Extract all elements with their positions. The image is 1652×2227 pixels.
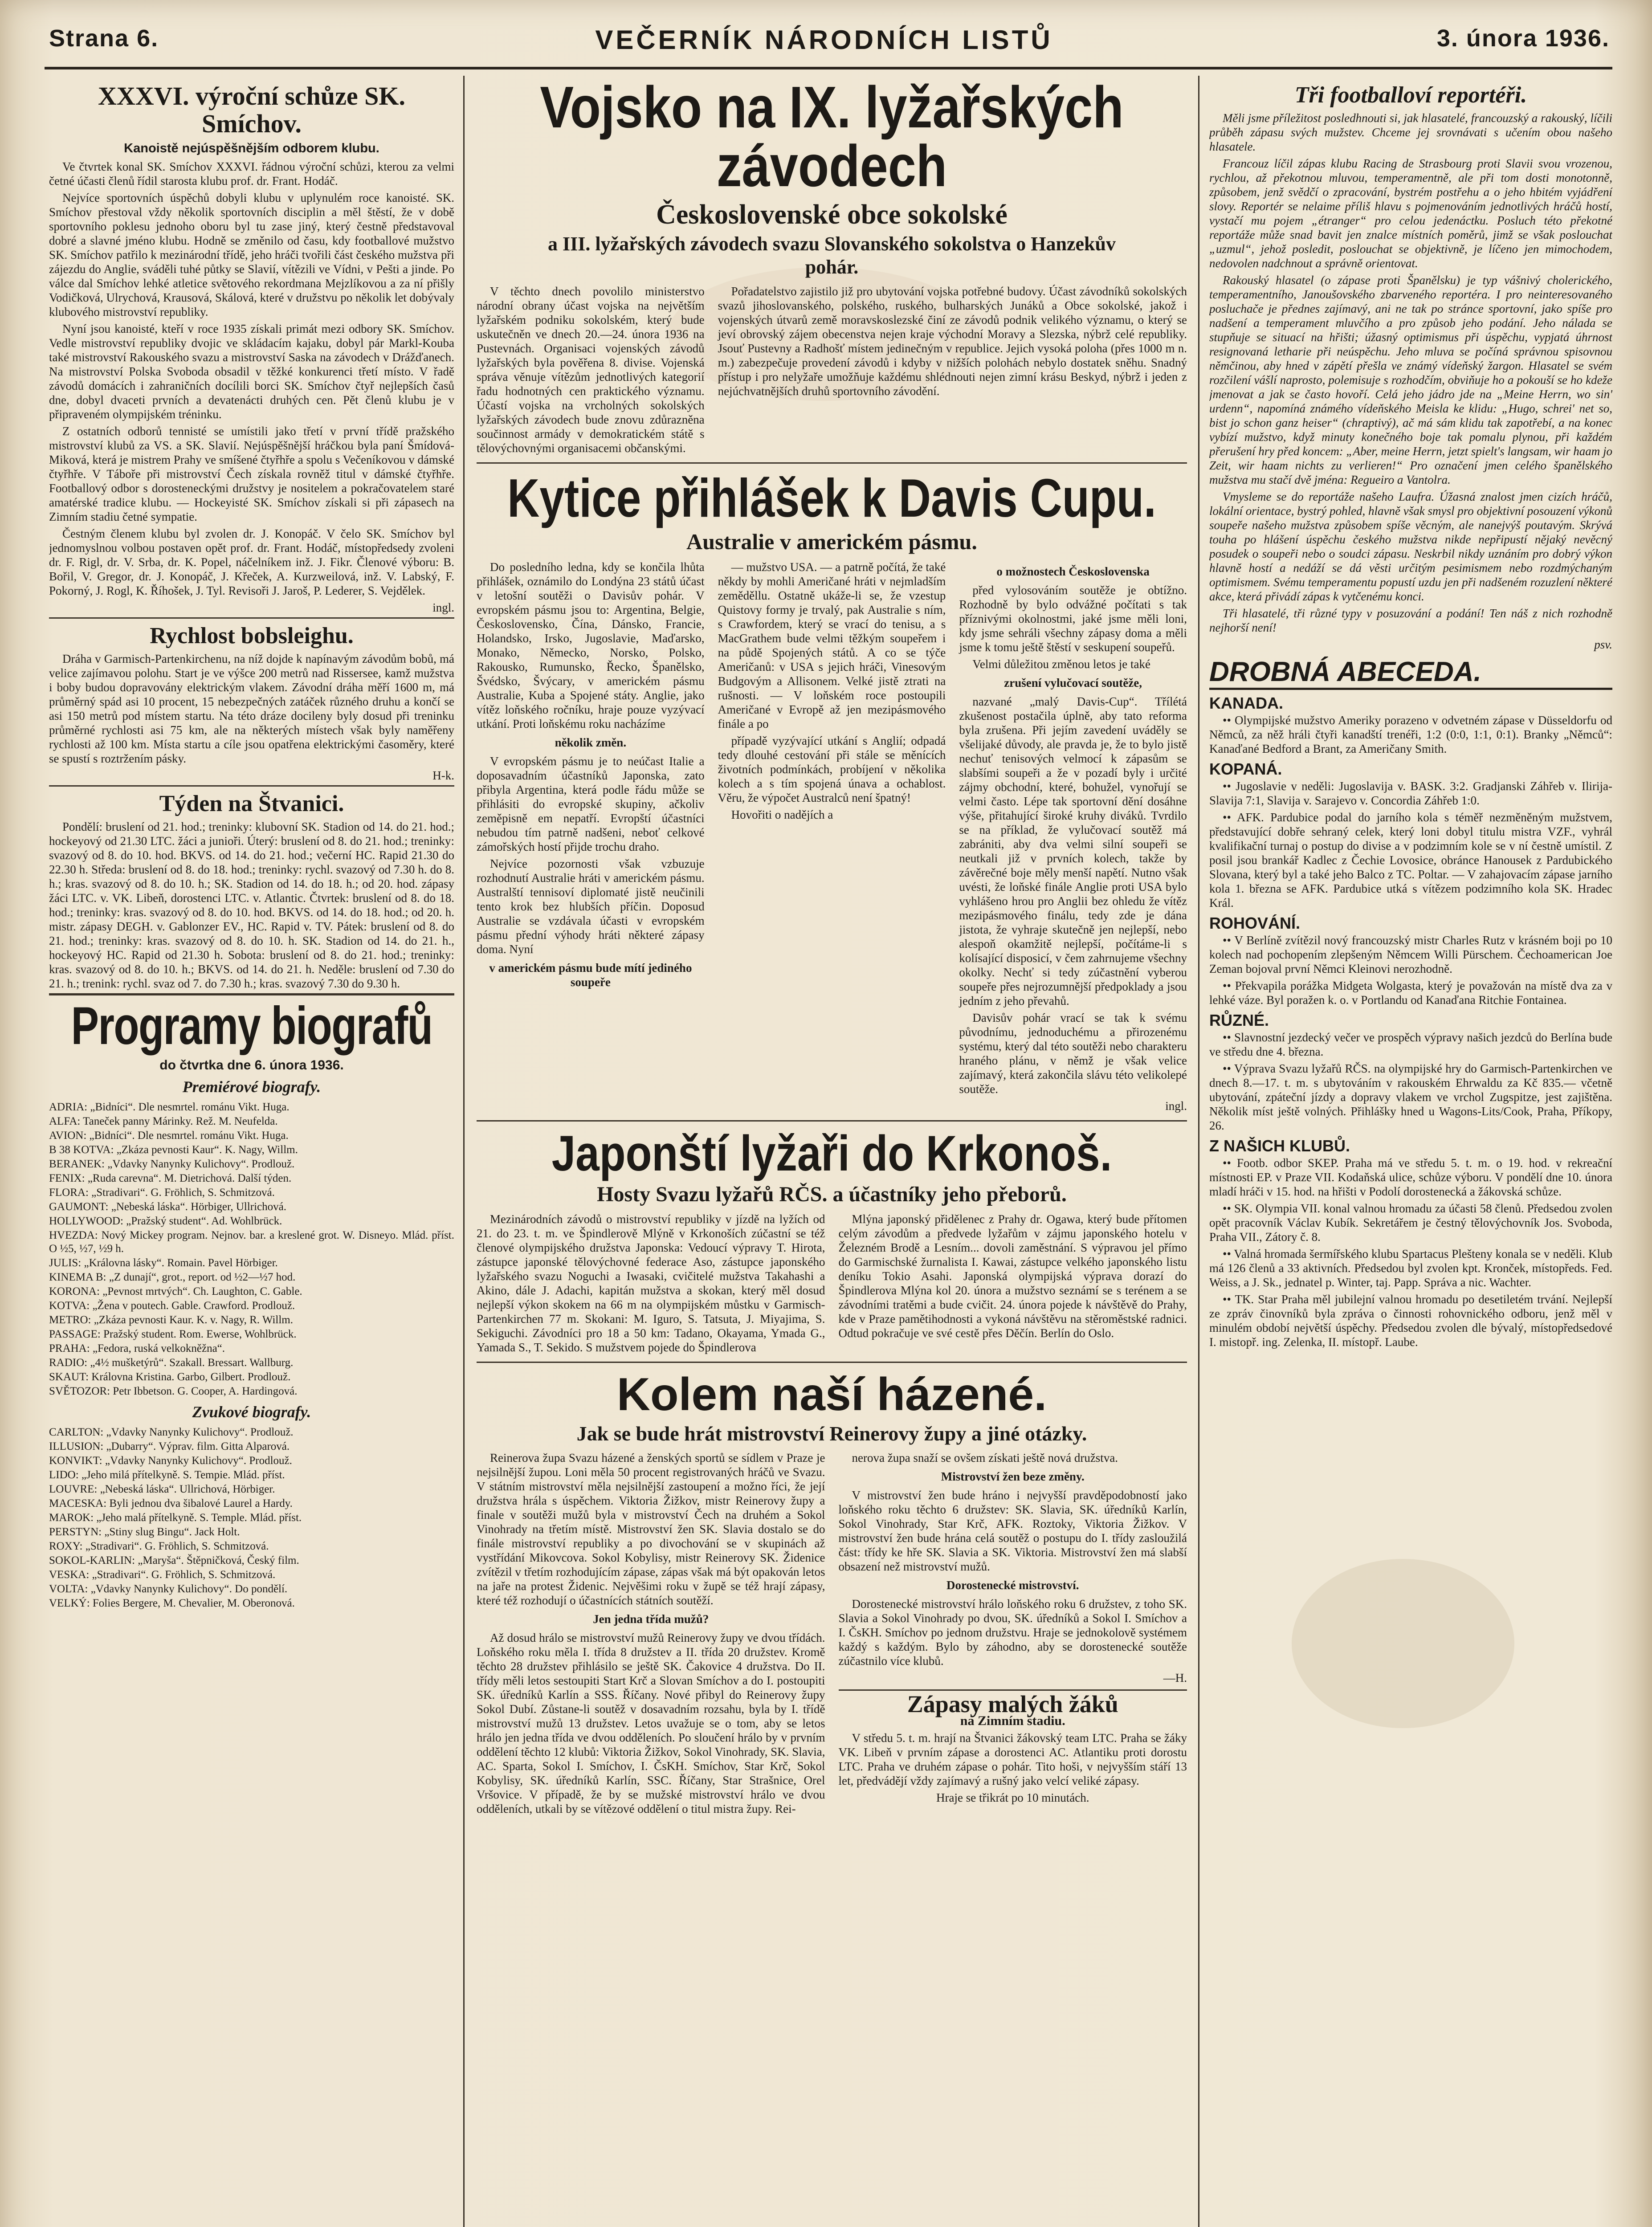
article-subtitle: Australie v americkém pásmu. — [686, 529, 977, 554]
paragraph: •• Překvapila porážka Midgeta Wolgasta, který je považován na místě dva za v lehké váze. Byl poražen k. o. v Portlandu od Kanaďana Ritchie Fontainea. — [1209, 979, 1612, 1007]
cinema-list — [49, 1426, 454, 1610]
paragraph: •• SK. Olympia VII. konal valnou hromadu za účasti 58 členů. Předsedou zvolen opět pracovník Václav Kubík. Sekretářem je čestný tělovýchovník Jos. Svoboda, Praha VII., Zátory č. 8. — [1209, 1202, 1612, 1244]
paragraph: Vmysleme se do reportáže našeho Laufra. Úžasná znalost jmen cizích hráčů, lokální orientace, bystrý pohled, hlavně však smysl pro objektivní posouzení výkonů soupeře našeho mužstva způsobem spíše věcným, ale nanejvýš poutavým. Skrývá touha po hlášení úspěchu českého mužstva nikde nepřipustí nějaký nevěcný posudek o soupeři nebo o soudci zápasu. Neskrbil nikdy uznáním pro dobrý výkon hlavně hostí a nedáží se dá věsti určitým pesimismem nebo rozdmýchaným optimismem. Svému temperamentu popustí uzdu jen při nadšeném rozuzlení některé akce, která přivádí zápas k vytčenému konci. — [1209, 490, 1612, 603]
section-rule — [49, 617, 454, 619]
cinema-listing: BERANEK: „Vdavky Nanynky Kulichovy“. Prodlouž. — [49, 1158, 295, 1170]
article-subtitle: Kanoistě nejúspěšnějším odborem klubu. — [124, 141, 379, 155]
paragraph: •• Footb. odbor SKEP. Praha má ve středu 5. t. m. o 19. hod. v rekreační místnosti EP. v Praze VII. Kodaňská ulice, schůze výboru. V pondělí dne 10. února mladí hráči v 15. hod. na hřišti v Podolí dorostenecká a žákovská schůze. — [1209, 1156, 1612, 1198]
article-title: Kolem naší házené. — [616, 1369, 1047, 1420]
cinema-listing: MAROK: „Jeho malá přítelkyně. S. Temple. Mlád. příst. — [49, 1512, 302, 1524]
paragraph: Velmi důležitou změnou letos je také — [972, 657, 1150, 671]
cinema-listing: HVEZDA: Nový Mickey program. Nejnov. bar. a kreslené grot. W. Disneyo. Mlád. příst. O ½5, ½7, ½9 h. — [49, 1229, 454, 1255]
cinema-listing: JULIS: „Královna lásky“. Romain. Pavel Hörbiger. — [49, 1257, 278, 1269]
cinema-listing: VELKÝ: Folies Bergere, M. Chevalier, M. Oberonová. — [49, 1597, 295, 1609]
paragraph: nerova župa snaží se ovšem získati ještě nová družstva. — [852, 1451, 1118, 1464]
article-subtitle: na Zimním stadiu. — [960, 1713, 1065, 1728]
inline-heading: o možnostech Československa — [996, 565, 1150, 578]
paragraph: Z ostatních odborů tennisté se umístili jako třetí v první třídě pražského mistrovství klubů za VS. a SK. Slavií. Nejúspěšnější hráčkou byla paní Šmídová-Miková, která je mistrem Prahy ve smíšené čtyřhře a spolu s Večeníkovou v dámské čtyřhře. V Táboře při mistrovství Čech získala rovněž titul v dámské čtyřhře. Footballový odbor s dorosteneckými družstvy je nositelem a pokračovatelem staré amatérské tradice klubu. — Hockeyisté SK. Smíchov získali si při zápasech na Zimním stadiu četné sympatie. — [49, 424, 454, 523]
paragraph: Dráha v Garmisch-Partenkirchenu, na níž dojde k napínavým závodům bobů, má velice zajímavou polohu. Start je ve výšce 200 metrů nad Rissersee, kamž mužstva i boby budou dopravovány elektrickým vlakem. Závodní dráha měří 1600 m, má průměrný spád asi 10 procent, 15 nebezpečných zatáček různého druhu a končí se asi 150 metrů pod místem startu. Na této dráze docileny byly dosud při treninku průměrné rychlosti asi 75 km, ale na některých místech však byly naměřeny rychlosti až 100 km. Místa startu a cíle jsou opatřena elektrickými časoměry, které se spustí s roztržením pásky. — [49, 652, 454, 765]
cinema-listing: VOLTA: „Vdavky Nanynky Kulichovy“. Do pondělí. — [49, 1583, 288, 1595]
paragraph: Nyní jsou kanoisté, kteří v roce 1935 získali primát mezi odbory SK. Smíchov. Vedle mistrovství republiky dvojic ve skládacím kajaku, dobyl pár Markl-Kouba také mistrovství Rakouského svazu a mistrovství Saska na závodech v Drážďanech. Na mistrovství Polska Svoboda obsadil v těžké konkurenci třetí místo. V řadě závodů domácích i zahraničních docílili borci SK. Smíchov čtyř nejlepších časů dne, dobyl dvaceti prvních a devatenácti druhých cen. Pět členů klubu je v připraveném olympijském tréninku. — [49, 322, 454, 421]
cinema-listing: GAUMONT: „Nebeská láska“. Hörbiger, Ullrichová. — [49, 1201, 287, 1213]
cinema-listing: ILLUSION: „Dubarry“. Výprav. film. Gitta Alparová. — [49, 1440, 290, 1452]
header-rule — [45, 67, 1612, 69]
cinema-listing: ALFA: Taneček panny Márinky. Rež. M. Neufelda. — [49, 1115, 278, 1127]
cinema-listing: MACESKA: Byli jednou dva šibalové Laurel a Hardy. — [49, 1497, 293, 1509]
section-rule — [49, 785, 454, 787]
article-title: Tři footballoví reportéři. — [1294, 82, 1527, 108]
paragraph: •• V Berlíně zvítězil nový francouzský mistr Charles Rutz v krásném boji po 10 kolech nad pochopením zlepšeným Němcem Willi Pürschem. Čechoamerican Joe Zeman bojoval první Němci Kleinovi nerozhodně. — [1209, 934, 1612, 975]
page-number: Strana 6. — [49, 25, 159, 52]
paragraph: •• Slavnostní jezdecký večer ve prospěch výpravy našich jezdců do Berlína bude ve středu dne 4. března. — [1209, 1031, 1612, 1058]
inline-heading: v americkém pásmu bude mítí jediného soupeře — [489, 961, 692, 989]
author-signature: ingl. — [1165, 1099, 1187, 1113]
cinema-listing: AVION: „Bidníci“. Dle nesmrtel. románu Vikt. Huga. — [49, 1130, 289, 1142]
cinema-listing: SOKOL-KARLIN: „Maryša“. Štěpničková, Český film. — [49, 1554, 299, 1566]
paragraph: •• Výprava Svazu lyžařů RČS. na olympijské hry do Garmisch-Partenkirchen ve dnech 8.—17. t. m. s ubytováním v rakouském Ehrwaldu za Kč 835.— včetně ubytování, zpáteční jízdy a dopravy vlakem ve vrchol Zugspitze, jest zajištěna. Několik míst ještě volných. Přihlášky hned u Wagons-Lits/Cook, Praha, Příkopy, 26. — [1209, 1062, 1612, 1132]
paragraph: Dorostenecké mistrovství hrálo loňského roku 6 družstev, z toho SK. Slavia a Sokol Vinohrady po dvou, SK. úředníků a Sokol I. Smíchov a I. ČsKH. Smíchov po jednom družstvu. Hraje se jednokolově systémem každý s každým. Bylo by záhodno, aby se dorostenecké soutěže zúčastnilo více klubů. — [838, 1597, 1187, 1668]
column-divider — [1198, 76, 1199, 2227]
author-signature: H-k. — [432, 769, 454, 782]
paragraph: Francouz líčil zápas klubu Racing de Strasbourg proti Slavii svou vrozenou, rychlou, až překotnou mluvou, temperamentně, ale při tom dosti monotonně, způsobem, jenž svědčí o zpracování, bystrém postřehu a o jeho hbitém vyjádření slovy. Reportér se nelaime příliš hlavu s pojmenováním jednotlivých hráčů hostí, vystačí mu pojem „étranger“ pro celou jedenáctku. Posluch této překotné reportáže může snad bavit jen znalce místních poměrů, jimž se však poslouchat „uzmul“, jehož posledit, poslouchat se objektivně, je líčeno jen mimochodem, nedovolen nadchnout a správně orientovat. — [1209, 157, 1612, 270]
category-heading: KOPANÁ. — [1209, 760, 1282, 778]
paragraph: Rakouský hlasatel (o zápase proti Španělsku) je typ vášnivý cholerického, temperamentního, Janoušovského zbarveného reportéra. I pro neinteresovaného posluchače je přednes zajímavý, ani ne tak po stránce sportovní, jako spíše pro nadšení a temperament mluvčího a pro způsob jeho podání. Jeho nálada se stupňuje se situací na hřišti; úžasný optimismus při úspěchu, vypjatá úhrnost resignovaná letharie při neúspěchu. Jeho mluva se počíná správnou spisovnou němčinou, aby hned v zápětí přešla ve známý vídeňský žargon. Hlasatel se svém rozčilení vášlí naprosto, polemisuje s rozhodčím, obviňuje ho a pokouší se ho kdeže jmenovat a jak se často hovoří. Celá jeho jádro jde na „Meine Herrn, wo sin' urdenn“, napomíná známého vídeňského Meisla ke klidu: „Hugo, schrei' net so, bist jo schon ganz heiser“ (chraptivý), ač má sám klidu tak zapotřebí, a na konec vybízí mužstvo, když minuty konečného boje tak pomalu plynou, při každém přerušení hry před koncem: „Aber, meine Herrn, jetzt spielt's langsam, wir haam jo Zeit, wir haam nichts zu verlieren!“ Pro označení jmen celého španělského mužstva mu stačí dvě jména: Regueiro a Vantolra. — [1209, 273, 1612, 486]
article-subtitle: Československé obce sokolské — [656, 200, 1008, 230]
inline-heading: Mistrovství žen beze změny. — [941, 1470, 1085, 1483]
author-signature: ingl. — [432, 601, 454, 614]
paragraph: V mistrovství žen bude hráno i nejvyšší pravděpodobností jako loňského roku těchto 6 družstev: SK. Slavia, SK. úředníků Karlín, Sokol Vinohrady, Star Krč, AFK. Roztoky, Viktoria Žižkov. V mistrovství žen bude hrána celá soutěž o postupu do I. třídy zasloužilá část: třídy ke hře SK. Slavia a SK. Viktoria. Mistrovství žen má slabší obsazení než mistrovství mužů. — [838, 1489, 1187, 1573]
paragraph: Davisův pohár vrací se tak k svému původnímu, jednoduchému a přirozenému systému, který dal této soutěži nebo charakteru hraného plánu, v němž je však velice zajímavý, která zakončila slávu této velikolepé soutěže. — [959, 1011, 1187, 1096]
cinema-listing: SVĚTOZOR: Petr Ibbetson. G. Cooper, A. Hardingová. — [49, 1385, 298, 1397]
cinema-listing: PRAHA: „Fedora, ruská velkokněžna“. — [49, 1342, 225, 1354]
paragraph: •• Valná hromada šermířského klubu Spartacus Plešteny konala se v neděli. Klub má 126 členů a 33 aktivních. Předsedou byl zvolen kpt. Kronček, místopředs. Fed. Weiss, a J. Sk., jednatel p. Winter, taj. Papp. Správa a nic. Wachter. — [1209, 1247, 1612, 1289]
paragraph: •• Olympijské mužstvo Ameriky porazeno v odvetném zápase v Düsseldorfu od Němců, za něž hráli čtyři kanadští trenéři, 1:2 (0:0, 1:1, 0:1). Branky „Němců“: Kanaďané Bedford a Brant, za Američany Smith. — [1209, 714, 1612, 755]
inline-heading: několik změn. — [555, 736, 627, 749]
paragraph: — mužstvo USA. — a patrně počítá, že také někdy by mohli Američané hráti v nejmladším zeměděllu. Ostatně ukáže-li se, že vzestup Quistovy formy je trvalý, pak Australie s ním, s Crawfordem, který se vrací do tenisu, a s MacGrathem bude velmi těžkým soupeřem i na půdě Spojených států. A co se týče Američanů: v USA s jejich hráči, Vinesovým Budgovým a Allisonem. Velké jistě ztrati na rušnosti. — V loňském roce postoupili Američané v Evropě až jen mezipásmového finále a po — [718, 560, 946, 730]
article-title: Kytice přihlášek k Davis Cupu. — [507, 468, 1156, 528]
cinema-listing: FLORA: „Stradivari“. G. Fröhlich, S. Schmitzová. — [49, 1187, 275, 1199]
masthead: VEČERNÍK NÁRODNÍCH LISTŮ — [595, 25, 1053, 55]
cinema-listing: RADIO: „4½ mušketýrů“. Szakall. Bressart. Wallburg. — [49, 1357, 294, 1369]
cinema-list — [49, 1101, 454, 1398]
inline-heading: Jen jedna třída mužů? — [593, 1612, 709, 1626]
cinema-listing: KORONA: „Pevnost mrtvých“. Ch. Laughton, C. Gable. — [49, 1285, 302, 1297]
cinema-listing: CARLTON: „Vdavky Nanynky Kulichovy“. Prodlouž. — [49, 1426, 294, 1438]
inline-heading: zrušení vylučovací soutěže, — [1004, 676, 1142, 689]
paragraph: Hovořiti o nadějích a — [731, 808, 833, 821]
paragraph: Do posledního ledna, kdy se končila lhůta přihlášek, oznámilo do Londýna 23 států účast v letošní soutěži o Davisův pohár. V evropském pásmu jsou to: Argentina, Belgie, Československo, Čína, Dánsko, Francie, Holandsko, Irsko, Jugoslavie, Maďarsko, Monako, Německo, Norsko, Polsko, Rakousko, Rumunsko, Řecko, Španělsko, Švédsko, Švýcary, v americkém pásmu Australie, Kuba a Spojené státy. Anglie, jako vítěz loňského ročníku, hraje pouze vyzývací utkání. Proti loňskému roku nacházíme — [477, 560, 705, 730]
section-rule — [839, 1689, 1187, 1691]
category-heading: KANADA. — [1209, 694, 1283, 712]
paragraph: Tři hlasatelé, tři různé typy v posuzování a podání! Ten náš z nich rozhodně nejhorší není! — [1209, 607, 1612, 634]
paragraph: Pondělí: bruslení od 21. hod.; treninky: klubovní SK. Stadion od 14. do 21. hod.; hockeyový od 21.30 LTC. žáci a junioři. Úterý: bruslení od 8. do 21. hod.; treninky: svazový od 8. do 10. hod. BKVS. od 14. do 21. hod.; večerní HC. Rapid 21.30 do 22.30 h. Středa: bruslení od 8. do 18. hod.; treninky: rychl. svazový od 7.30 h. do 8. h.; kras. svazový od 8. do 10. h.; SK. Stadion od 14. do 18. h.; od 20. hod. zápasy žáci LTC. v. VK. Libeň, dorostenci LTC. v. Atlantic. Čtvrtek: bruslení od 8. do 18. hod.; treninky: kras. svazový od 8. do 10. hod. BKVS. od 14. do 18. hod.; od 20. h. mistr. zápasy DEGH. v. Gablonzer EV., HC. Rapid v. TV. Pátek: bruslení od 8. do 21. hod.; treninky: kras. svazový od 8. do 10. h. SK. Stadion od 14. do 21. h., hockeyový HC. Rapid od 21.30 h. Sobota: bruslení od 8. do 21. hod.; treninky: kras. svazový od 8. do 10. h.; BKVS. od 14. do 21. h. Neděle: bruslení od 7.30 do 21. h.; trenink: rychl. svaz od 7. do 7.30 h.; kras. svazový 7.30 do 9.30 h. — [49, 820, 454, 990]
paragraph: Nejvíce pozornosti však vzbuzuje rozhodnutí Australie hráti v americkém pásmu. Australští tennisoví diplomaté jistě neučinili tento krok bez hlubších příčin. Doposud Australie se vzdávala účasti v evropském pásmu přední výhody hráti některé zápasy doma. Nyní — [477, 857, 705, 956]
center-column — [477, 78, 1187, 2227]
cinema-listing: KONVIKT: „Vdavky Nanynky Kulichovy“. Prodlouž. — [49, 1455, 292, 1467]
cinema-programs-date: do čtvrtka dne 6. února 1936. — [159, 1058, 344, 1073]
paragraph: V středu 5. t. m. hrají na Štvanici žákovský team LTC. Praha se žáky VK. Libeň v prvním zápase a dorostenci AC. Atlantiku proti dorostu LTC. Praha ve druhém zápase o pohár. Tito hoši, v nejvyšším stáří 13 let, předvádějí vždy zajímavý a rušný jako velcí veliké zápasy. — [838, 1731, 1187, 1787]
cinema-listing: KINEMA B: „Z dunají“, grot., report. od ½2—½7 hod. — [49, 1271, 296, 1283]
cinema-listing: B 38 KOTVA: „Zkáza pevnosti Kaur“. K. Nagy, Willm. — [49, 1144, 298, 1156]
cinema-section-title: Premiérové biografy. — [182, 1078, 321, 1096]
paragraph: nazvané „malý Davis-Cup“. Třílétá zkušenost postačila úplně, aby tato reforma byla zrušena. Při jejím zavedení uváděly se všelijaké důvody, ale pravda je, že to bylo jistě nechuť tenisových velmocí k zápasům se slabšími soupeři a že v pozadí byly i určité zájmy obchodní, které, bohužel, vynořují se velmi často. Lépe tak sportovní dění dosáhne výše, přitahující široké kruhy diváků. Tvrdilo se na příklad, že vylučovací soutěž má zabrániti, aby dva velmi silní soupeři se neutkali již v prvních kolech, takže by závěrečné boje měly menší napětí. Nutno však uvésti, že loňské finále Anglie proti USA bylo vyhlášeno hrou pro Anglii bez ohledu že vítěz mezipásmového finálu, tedy zde je dána jistota, že vyhraje skutečně jen nejlepší, nebo alespoň okamžitě nejlepší, počítáme-li s kolísající disposicí, v čem zahrnujeme všechny okolky. Nechť si tedy zúčastnění vyberou soupeře přes nejrozumnější předpoklady a jsou jedním z jeho převahů. — [959, 695, 1187, 1007]
article-title: Rychlost bobsleighu. — [150, 623, 354, 649]
cinema-listing: PASSAGE: Pražský student. Rom. Ewerse, Wohlbrück. — [49, 1328, 297, 1340]
cinema-listing: LIDO: „Jeho milá přítelkyně. S. Tempie. Mlád. příst. — [49, 1469, 285, 1481]
paragraph: Mezinárodních závodů o mistrovství republiky v jízdě na lyžích od 21. do 23. t. m. ve Špindlerově Mlýně v Krkonoších zúčastní se též členové olympijského družstva Japonska: Vedoucí výpravy T. Hirota, zástupce japonské tělovýchovné federace Aso, zástupce japonského lyžařského svazu Noguchi a Iwasaki, cvičitelé mužstva Takahashi a Akino, dále J. Adachi, kapitán mužstva a skokan, který měl dosud nejlepší výkon skokem na 66 m na olympijském můstku v Garmisch-Partenkirchen 77 m. Skokani: M. Iguro, S. Tatsuta, J. Miyajima, S. Sekiguchi. Závodníci pro 18 a 50 km: Tadano, Okayama, Ymada G., Yamada S., T. Sekido. S mužstvem pojede do Špindlerova — [477, 1212, 825, 1354]
category-heading: RŮZNÉ. — [1209, 1011, 1269, 1029]
paragraph: Až dosud hrálo se mistrovství mužů Reinerovy župy ve dvou třídách. Loňského roku měla I. třída 8 družstev a II. třída 20 družstev. Kromě těchto 28 družstev přihlásilo se ještě SK. Čakovice 4 družstva. Do II. třídy měli letos sestoupiti Start Krč a Slovan Smíchov a do I. postoupiti SK. úředníků Karlín a SSS. Říčany. Nové přibyl do Reinerovy župy Sokol Dubí. Zůstane-li soutěž v dosavadním rozsahu, byla by I. třídě mistrovství mužů 13 družstev. Letos uvažuje se o tom, aby se letos hrálo jen jedna třída ve dvou odděleních. Po sloučení hrálo by v prvním oddělení těchto 12 klubů: Viktoria Žižkov, Sokol Vinohrady, SK. Slavia, AC. Sparta, Sokol I. Smíchov, I. ČsKH. Smíchov, Star Krč, Sokol Kobylisy, SK. úředníků Karlín, SSC. Říčany, Star Strašnice, Orel Vršovice. V případě, že by se mužské mistrovství hrálo ve dvou odděleních, utkali by se vítězové oddělení o titul mistra župy. Rei- — [477, 1631, 825, 1815]
right-column — [1209, 78, 1612, 2227]
cinema-listing: ADRIA: „Bidníci“. Dle nesmrtel. románu Vikt. Huga. — [49, 1101, 290, 1113]
article-title: Zápasy malých žáků — [907, 1691, 1118, 1717]
article-subtitle: Jak se bude hrát mistrovství Reinerovy župy a jiné otázky. — [576, 1422, 1087, 1445]
paragraph: Mlýna japonský přidělenec z Prahy dr. Ogawa, který bude přítomen celým závodům a předvede lyžařům v zájmu japonského hotelu v Železném Brodě a Lesním... dovoli zaměstnání. S výpravou jel přímo do Garmischské žurnalista I. Kawai, zástupce velkého japonského listu deníku Tokio Asahi. Japonská olympijská výprava dorazí do Špindlerova Mlýna kol 20. února a mužstvo seznámí se s terénem a se závodními tratěmi a bude cvičit. 24. února pojede k návštěvě do Prahy, kde v Praze pamětihodnosti a vykoná návštěvu na stěroměstské radnici. Odtud pokračuje ve své cestě přes Děčín. Berlín do Oslo. — [838, 1212, 1187, 1340]
category-heading: Z NAŠICH KLUBŮ. — [1209, 1137, 1350, 1155]
cinema-section-title: Zvukové biografy. — [192, 1403, 311, 1421]
left-column — [49, 78, 454, 2227]
section-title: DROBNÁ ABECEDA. — [1209, 656, 1612, 690]
paragraph: před vylosováním soutěže je obtížno. Rozhodně by bylo odvážné počítati s tak příznivými okolnostmi, jaké jsme měli loni, kdy jsme sehráli všechny zápasy doma a měli jsme k tomu ještě štěstí v seskupení soupeřů. — [959, 583, 1187, 654]
paragraph: V evropském pásmu je to neúčast Italie a doposavadním účastníků Japonska, zato přibyla Argentina, která podle řádu může se přihlásiti do evropské skupiny, ačkoliv zeměpisně em nepatří. Evropští účastníci nebudou tím patrně nadšeni, neboť celkové zámořských hostí přijde trochu draho. — [477, 755, 705, 853]
paragraph: •• Jugoslavie v neděli: Jugoslavija v. BASK. 3:2. Gradjanski Záhřeb v. Ilirija-Slavija 7:1, Slavija v. Sarajevo v. Concordia Záhřeb 1:0. — [1209, 779, 1612, 807]
article-title: Vojsko na IX. lyžařských závodech — [540, 78, 1124, 199]
cinema-listing: LOUVRE: „Nebeská láska“. Ullrichová, Hörbiger. — [49, 1483, 275, 1495]
paragraph: •• AFK. Pardubice podal do jarního kola s téměř nezměněným mužstvem, představující dobře sehraný celek, který loni dobyl titulu mistra VZF., vyhrál kvalifikační turnaj o postup do divise a v podzimním kole se v ní čestně umístil. Z posil jsou brankář Kadlec z Čechie Lovosice, obránce Hanousek z Pardubického Slovana, který byl a také jeho Balco z TC. Poltar. — V zahajovacím zápase jarního kola 1. března se AFK. Pardubice utká s vítězem podzimního kola SK. Hradec Král. — [1209, 811, 1612, 910]
inline-heading: Dorostenecké mistrovství. — [946, 1578, 1079, 1592]
section-rule — [49, 993, 454, 995]
cinema-listing: FENIX: „Ruda carevna“. M. Dietrichová. Další týden. — [49, 1172, 292, 1184]
section-rule — [477, 1120, 1187, 1122]
cinema-listing: METRO: „Zkáza pevnosti Kaur. K. v. Nagy, R. Willm. — [49, 1314, 293, 1326]
article-subtitle: Hosty Svazu lyžařů RČS. a účastníky jeho přeborů. — [597, 1183, 1067, 1206]
paragraph: případě vyzývající utkání s Anglií; odpadá tedy dlouhé cestování při stále se měnících životních podmínkách, probíjení v několika kolech a s tím spojená únava a ochablost. Věru, že výpočet Australců není špatný! — [718, 734, 946, 804]
article-subtitle: a III. lyžařských závodech svazu Slovanského sokolstva o Hanzekův pohár. — [548, 233, 1116, 278]
article-title: XXXVI. výroční schůze SK. Smíchov. — [98, 82, 406, 138]
author-signature: psv. — [1594, 638, 1612, 651]
paragraph: V těchto dnech povolilo ministerstvo národní obrany účast vojska na největším lyžařském podniku sokolském, který bude uskutečněn ve dnech 20.—24. února 1936 na Pustevnách. Organisaci vojenských závodů lyžařských byla pověřena 8. divise. Vojenská správa věnuje vítězům jednotlivých kategorií řadu hodnotných cen praktického významu. Účastí vojska na vrcholných sokolských lyžařských závodech bude znovu zdůrazněna součinnost armády v demokratickém státě s tělovýchovnými organisacemi občanskými. — [477, 285, 705, 455]
cinema-listing: HOLLYWOOD: „Pražský student“. Ad. Wohlbrück. — [49, 1215, 282, 1227]
issue-date: 3. února 1936. — [1436, 25, 1610, 52]
paragraph: •• TK. Star Praha měl jubilejní valnou hromadu po desetiletém trvání. Nejlepší ze zpráv činovníků byla zpráva o činnosti rohovnického odboru, jenž měl v minulém období největší úspěchy. Předsedou zvolen dle bývalý, místopředsedové I. mistopř. ing. Zelenka, II. místopř. Laube. — [1209, 1293, 1612, 1349]
section-rule — [477, 462, 1187, 464]
cinema-listing: PERSTYN: „Stiny slug Bingu“. Jack Holt. — [49, 1526, 240, 1538]
category-heading: ROHOVÁNÍ. — [1209, 914, 1301, 932]
paragraph: Ve čtvrtek konal SK. Smíchov XXXVI. řádnou výroční schůzi, kterou za velmi četné účasti členů řídil starosta klubu prof. dr. Frant. Hodáč. — [49, 160, 454, 188]
paragraph: Hraje se třikrát po 10 minutách. — [936, 1791, 1089, 1804]
author-signature: —H. — [1163, 1671, 1187, 1685]
paragraph: Měli jsme příležitost posledhnouti si, jak hlasatelé, francouzský a rakouský, líčili průběh zápasu svých mužstev. Chceme jej srovnávati s učením obou našeho hlasatele. — [1209, 111, 1612, 153]
cinema-listing: SKAUT: Královna Kristina. Garbo, Gilbert. Prodlouž. — [49, 1371, 291, 1383]
column-divider — [463, 76, 465, 2227]
cinema-programs-title: Programy biografů — [71, 996, 432, 1056]
paragraph: Nejvíce sportovních úspěchů dobyli klubu v uplynulém roce kanoisté. SK. Smíchov přestoval vždy několik sportovních disciplin a měl štěstí, že v době sportovního poklesu jednoho oboru byl tu zase jiný, který čestně představoval dobré a slavné jméno klubu. Hodně se změnilo od času, kdy footballové mužstvo SK. Smíchov patřilo k mezinárodní třídě, jeho hráči tvořili část českého mužstva při zájezdu do Anglie, sváděli tuhé půtky se Slavií, vítězili ve Vídni, v Pešti a jinde. Po válce dal Smíchov lehké atletice světového rekordmana Mejzlíkovou a za ní přišly Vodičková, Ulrychová, Krausová, Skálová, které v družstvu po několik let dobývaly klubového mistrovství republiky. — [49, 191, 454, 318]
cinema-listing: VESKA: „Stradivari“. G. Fröhlich, S. Schmitzová. — [49, 1569, 276, 1581]
article-title: Japonští lyžaři do Krkonoš. — [551, 1126, 1112, 1181]
paragraph: Pořadatelstvo zajistilo již pro ubytování vojska potřebné budovy. Účast závodníků sokolských svazů jihoslovanského, polského, ruského, bulharských Junáků a Obce sokolské, jakož i vojenských útvarů země moravskoslezské činí ze závodů podnik velikého významu, o který se jeví obrovský zájem obecenstva nejen kraje východní Moravy a Slezska, nýbrž celé republiky. Jsouť Pustevny a Radhošť místem jedinečným v republice. Jejich vysoká poloha (přes 1000 m n. m.) zabezpečuje provedení závodů i kdyby v nižších polohách nebylo dostatek sněhu. Snadný přístup i pro nelyžaře umožňuje každému shlédnouti nejen zimní krásu Beskyd, nýbrž i jeden z nejúchvatnějších druhů sportovního závodění. — [718, 285, 1187, 398]
paragraph: Čestným členem klubu byl zvolen dr. J. Konopáč. V čelo SK. Smíchov byl jednomyslnou volbou postaven opět prof. dr. Frant. Hodáč, místopředsedy zvoleni dr. F. Rigl, dr. V. Srba, dr. K. Popel, náčelníkem inž. J. Fikr. Členové výboru: B. Bořil, V. Gregor, dr. J. Konopáč, J. Křeček, A. Kurzweilová, inž. V. Labský, F. Pokorný, J. Rogl, K. Říhošek, J. Tyl. Revisoři J. Jaroš, P. Lederer, S. Vejdělek. — [49, 527, 454, 597]
paragraph: Reinerova župa Svazu házené a ženských sportů se sídlem v Praze je nejsilnější župou. Loni měla 50 procent registrovaných hráčů ve Svazu. V státním mistrovství měla nejsilnější zastoupení a možno říci, že její družstva hrála s úspěchem. Viktoria Žižkov, mistr Reinerovy župy a finale v soutěži mužů byla v mistrovství Čech na druhém a Sokol Vinohrady na třetím místě. Mistrovství žen SK. Slavia dostalo se do finále mistrovství republiky a po divochování se v skupinách až vystřídání Mikovcova. Sokol Kobylisy, mistr Reinerovy SK. Židenice zvítězil v třetím rozhodujícím zápase, zápas však má být opakován letos na jaře na protest Židenic. Nejvěšimi roku v župě se též hrají zápasy, které též rozhodují o účastnících státních soutěží. — [477, 1451, 825, 1607]
section-rule — [477, 1362, 1187, 1363]
cinema-listing: KOTVA: „Žena v poutech. Gable. Crawford. Prodlouž. — [49, 1300, 295, 1312]
cinema-listing: ROXY: „Stradivari“. G. Fröhlich, S. Schmitzová. — [49, 1540, 269, 1552]
article-title: Týden na Štvanici. — [159, 791, 344, 816]
